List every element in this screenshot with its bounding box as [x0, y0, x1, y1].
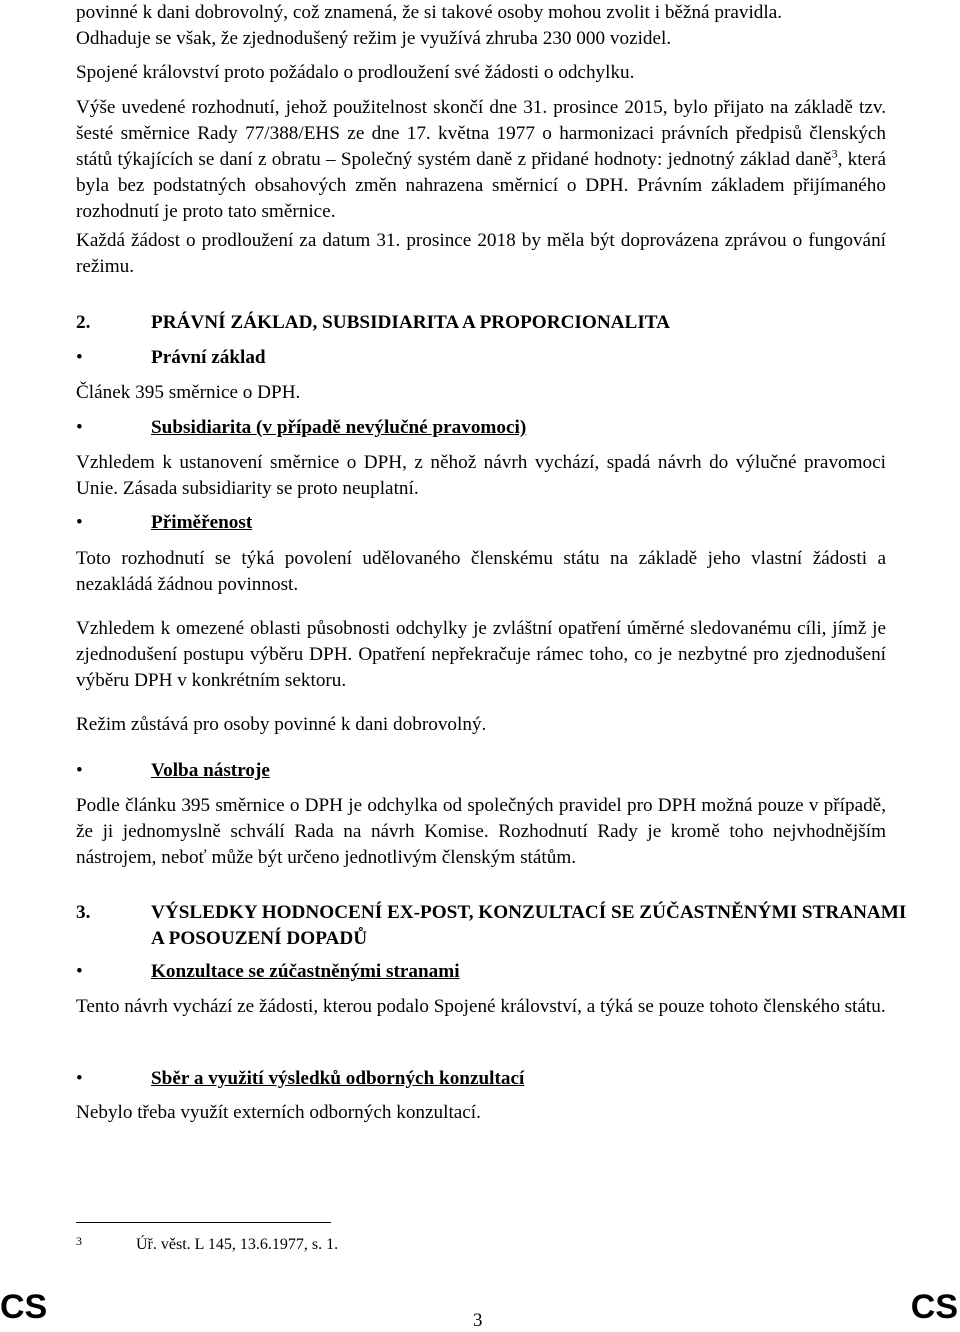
paragraph-extension-request: Spojené království proto požádalo o prodloužení své žádosti o odchylku.	[76, 62, 635, 83]
section-title: VÝSLEDKY HODNOCENÍ EX-POST, KONZULTACÍ SE ZÚČASTNĚNÝMI STRANAMI A POSOUZENÍ DOPADŮ	[151, 902, 907, 949]
paragraph-consultations: Tento návrh vychází ze žádosti, kterou podalo Spojené království, a týká se pouze tohoto členského státu.	[76, 996, 886, 1017]
bullet-icon: •	[76, 512, 83, 533]
paragraph-article-395: Článek 395 směrnice o DPH.	[76, 382, 301, 403]
footer-page-number: 3	[473, 1310, 483, 1331]
paragraph-report-requirement: Každá žádost o prodloužení za datum 31. prosince 2018 by měla být doprovázena zprávou o fungování režimu.	[76, 230, 886, 277]
paragraph-legal-history-text-b: , která byla bez podstatných obsahových změn nahrazena směrnicí o DPH. Právním základem přijímaného rozhodnutí je proto tato směrnice.	[76, 149, 886, 222]
section-number: 2.	[76, 312, 91, 333]
paragraph-authorisation: Toto rozhodnutí se týká povolení udělovaného členskému státu na základě jeho vlastní žádosti a nezakládá žádnou povinnost.	[76, 548, 886, 595]
paragraph-instrument: Podle článku 395 směrnice o DPH je odchylka od společných pravidel pro DPH možná pouze v případě, že ji jednomyslně schválí Rada na návrh Komise. Rozhodnutí Rady je kromě toho nejvhodnějším nástrojem, neboť může být určeno jednotlivým členským státům.	[76, 795, 886, 868]
section-number: 3.	[76, 902, 91, 923]
footer-language-left: CS	[0, 1288, 48, 1326]
paragraph-intro-line1: povinné k dani dobrovolný, což znamená, že si takové osoby mohou zvolit i běžná pravidla.	[76, 2, 783, 23]
bullet-icon: •	[76, 961, 83, 982]
bullet-icon: •	[76, 1068, 83, 1089]
paragraph-subsidiarity: Vzhledem k ustanovení směrnice o DPH, z něhož návrh vychází, spadá návrh do výlučné pravomoci Unie. Zásada subsidiarity se proto neuplatní.	[76, 452, 886, 499]
paragraph-intro-line2: Odhaduje se však, že zjednodušený režim je využívá zhruba 230 000 vozidel.	[76, 28, 672, 49]
footnote-number: 3	[76, 1234, 82, 1248]
footnote-ref-3[interactable]: 3	[831, 146, 838, 161]
bullet-subsidiarity-title: Subsidiarita (v případě nevýlučné pravomoci)	[151, 417, 527, 438]
paragraph-optional-regime: Režim zůstává pro osoby povinné k dani dobrovolný.	[76, 714, 487, 735]
section-title: PRÁVNÍ ZÁKLAD, SUBSIDIARITA A PROPORCIONALITA	[151, 312, 671, 333]
bullet-stakeholder-consultations-title: Konzultace se zúčastněnými stranami	[151, 961, 460, 982]
paragraph-proportionality: Vzhledem k omezené oblasti působnosti odchylky je zvláštní opatření úměrné sledovanému cíli, jímž je zjednodušení postupu výběru DPH. Opatření nepřekračuje rámec toho, co je nezbytné pro zjednodušení výběru DPH v konkrétním sektoru.	[76, 618, 886, 691]
bullet-legal-basis-title: Právní základ	[151, 347, 266, 368]
paragraph-expertise: Nebylo třeba využít externích odborných konzultací.	[76, 1102, 481, 1123]
footer-language-right: CS	[910, 1288, 958, 1326]
bullet-icon: •	[76, 760, 83, 781]
bullet-icon: •	[76, 347, 83, 368]
bullet-choice-of-instrument-title: Volba nástroje	[151, 760, 270, 781]
paragraph-intro	[76, 0, 886, 52]
paragraph-legal-history	[76, 95, 886, 225]
bullet-proportionality-title: Přiměřenost	[151, 512, 253, 533]
footnote-text: Úř. věst. L 145, 13.6.1977, s. 1.	[136, 1236, 339, 1253]
bullet-expertise-title: Sběr a využití výsledků odborných konzultací	[151, 1068, 525, 1089]
footnote-separator	[76, 1222, 331, 1223]
bullet-icon: •	[76, 417, 83, 438]
paragraph-legal-history-text-a: Výše uvedené rozhodnutí, jehož použitelnost skončí dne 31. prosince 2015, bylo přijato na základě tzv. šesté směrnice Rady 77/388/EHS ze dne 17. května 1977 o harmonizaci právních předpisů členských států týkajících se daní z obratu – Společný systém daně z přidané hodnoty: jednotný základ daně	[76, 97, 886, 170]
